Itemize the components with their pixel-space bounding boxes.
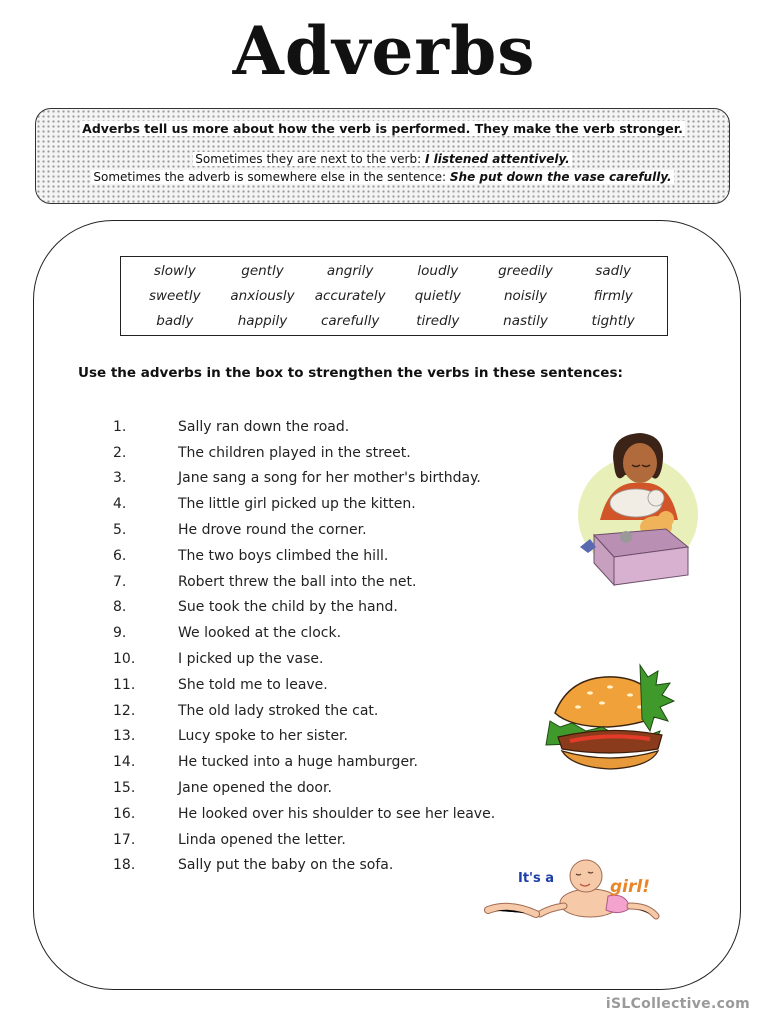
info-line-example-1: Sometimes they are next to the verb: I listened attentively. — [195, 152, 570, 166]
hamburger-illustration — [540, 655, 675, 775]
adverb-word: gently — [241, 263, 284, 280]
adverb-word-box — [120, 256, 668, 336]
adverb-word: noisily — [503, 287, 548, 304]
sentence-item — [113, 517, 495, 543]
sentence-item — [113, 646, 495, 672]
sentence-number: 12. — [113, 702, 136, 719]
adverb-word: angrily — [326, 263, 374, 280]
adverb-word: nastily — [503, 312, 548, 329]
sentence-item — [113, 440, 495, 466]
sentence-text: Jane opened the door. — [178, 780, 332, 797]
sentence-item — [113, 569, 495, 595]
info-line-example-2: Sometimes the adverb is somewhere else in the sentence: She put down the vase carefully. — [93, 170, 672, 184]
info-line-definition: Adverbs tell us more about how the verb is performed. They make the verb stronger. — [82, 121, 683, 136]
adverb-word: badly — [156, 312, 194, 329]
sentence-number: 13. — [113, 728, 136, 745]
sentence-number: 4. — [113, 496, 127, 513]
sentence-item — [113, 491, 495, 517]
sentence-text: Sally put the baby on the sofa. — [178, 857, 394, 874]
adverb-word: sadly — [595, 263, 631, 280]
sentence-text: She told me to leave. — [178, 676, 328, 693]
sentence-text: Sue took the child by the hand. — [178, 599, 398, 616]
footer-watermark: iSLCollective.com — [605, 996, 750, 1012]
sentence-number: 16. — [113, 805, 136, 822]
sentence-number: 17. — [113, 831, 136, 848]
sentence-item — [113, 595, 495, 621]
sentence-number: 15. — [113, 780, 136, 797]
sentence-number: 5. — [113, 522, 127, 539]
sentence-text: He drove round the corner. — [178, 522, 367, 539]
sentence-item — [113, 853, 495, 879]
instruction-text: Use the adverbs in the box to strengthen the verbs in these sentences: — [78, 365, 623, 381]
sentence-item — [113, 724, 495, 750]
sentence-number: 2. — [113, 444, 127, 461]
adverb-word: loudly — [417, 263, 459, 280]
info-box — [35, 108, 730, 204]
sentence-number: 10. — [113, 651, 136, 668]
sentence-number: 8. — [113, 599, 127, 616]
sentence-text: Lucy spoke to her sister. — [178, 728, 348, 745]
sentence-item — [113, 543, 495, 569]
sentence-text: The old lady stroked the cat. — [178, 702, 379, 719]
baby-illustration — [480, 848, 665, 928]
sentence-item — [113, 775, 495, 801]
adverb-word: sweetly — [148, 287, 201, 304]
adverb-word: tiredly — [416, 312, 460, 329]
page-title: Adverbs — [232, 12, 536, 90]
adverb-word: firmly — [593, 287, 633, 304]
adverb-word: anxiously — [230, 287, 295, 304]
sentence-number: 11. — [113, 676, 136, 693]
adverb-word: accurately — [314, 287, 386, 304]
sentence-text: The little girl picked up the kitten. — [178, 496, 416, 513]
sentence-item — [113, 801, 495, 827]
sentence-item — [113, 414, 495, 440]
adverb-word: slowly — [153, 263, 196, 280]
sentence-text: I picked up the vase. — [178, 651, 324, 668]
sentence-text: Linda opened the letter. — [178, 831, 346, 848]
girl-caption: girl! — [610, 877, 650, 897]
sentence-text: He looked over his shoulder to see her leave. — [178, 805, 496, 822]
adverb-word: tightly — [591, 312, 635, 329]
sentence-text: The two boys climbed the hill. — [178, 547, 389, 564]
sentence-list — [113, 414, 495, 878]
sentence-item — [113, 698, 495, 724]
sentence-item — [113, 466, 495, 492]
sentence-text: Jane sang a song for her mother's birthday. — [178, 470, 481, 487]
sentence-number: 3. — [113, 470, 127, 487]
sentence-number: 1. — [113, 418, 127, 435]
sentence-text: We looked at the clock. — [178, 625, 342, 642]
sentence-text: Sally ran down the road. — [178, 418, 350, 435]
adverb-word: greedily — [498, 263, 553, 280]
sentence-item — [113, 827, 495, 853]
sentence-number: 7. — [113, 573, 127, 590]
adverb-word: quietly — [414, 287, 461, 304]
sentence-text: He tucked into a huge hamburger. — [178, 754, 418, 771]
sentence-number: 6. — [113, 547, 127, 564]
girl-with-kittens-illustration — [570, 425, 700, 590]
sentence-text: Robert threw the ball into the net. — [178, 573, 417, 590]
adverb-word: happily — [237, 312, 288, 329]
sentence-number: 18. — [113, 857, 136, 874]
sentence-text: The children played in the street. — [178, 444, 411, 461]
sentence-item — [113, 749, 495, 775]
sentence-number: 14. — [113, 754, 136, 771]
sentence-number: 9. — [113, 625, 127, 642]
its-a-caption: It's a — [518, 871, 555, 886]
sentence-item — [113, 672, 495, 698]
adverb-word: carefully — [320, 312, 380, 329]
sentence-item — [113, 620, 495, 646]
